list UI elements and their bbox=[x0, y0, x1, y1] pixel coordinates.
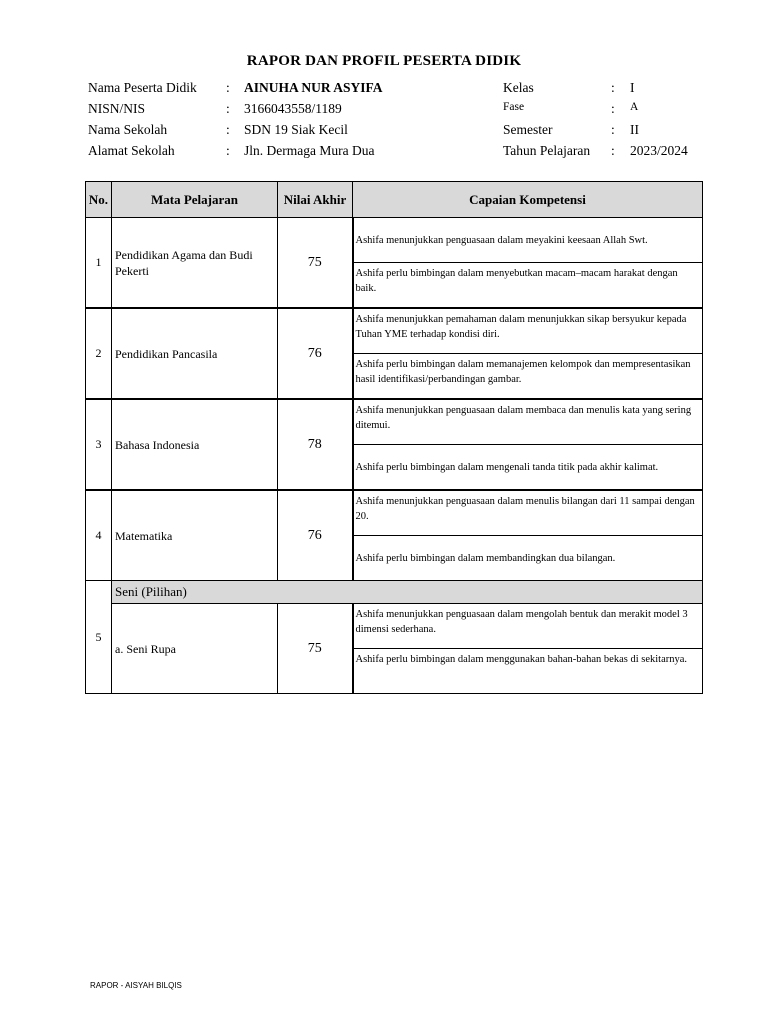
table-row bbox=[86, 218, 703, 263]
achievement-text: Ashifa perlu bimbingan dalam memanajemen kelompok dan mempresentasikan hasil identifikasi/perbandingan gambar. bbox=[353, 354, 703, 400]
year-label: Tahun Pelajaran bbox=[503, 143, 591, 158]
row-number: 2 bbox=[86, 308, 112, 399]
phase-label: Fase bbox=[503, 101, 525, 113]
subject-name: Matematika bbox=[112, 490, 278, 581]
year-value: 2023/2024 bbox=[630, 143, 688, 158]
colon: : bbox=[611, 143, 615, 158]
achievement-text: Ashifa menunjukkan pemahaman dalam menunjukkan sikap bersyukur kepada Tuhan YME terhadap kondisi diri. bbox=[353, 308, 703, 354]
class-value: I bbox=[630, 80, 635, 95]
achievement-text: Ashifa menunjukkan penguasaan dalam membaca dan menulis kata yang sering ditemui. bbox=[353, 399, 703, 445]
colon: : bbox=[226, 101, 230, 116]
subject-name: Bahasa Indonesia bbox=[112, 399, 278, 490]
table-row bbox=[86, 490, 703, 536]
grades-table bbox=[85, 181, 703, 694]
final-score: 76 bbox=[278, 308, 353, 399]
colon: : bbox=[226, 143, 230, 158]
header-score: Nilai Akhir bbox=[278, 182, 353, 218]
colon: : bbox=[226, 122, 230, 137]
final-score: 75 bbox=[278, 604, 353, 694]
phase-value: A bbox=[630, 101, 639, 113]
nisn-label: NISN/NIS bbox=[88, 101, 146, 116]
page-title: RAPOR DAN PROFIL PESERTA DIDIK bbox=[246, 53, 522, 69]
subject-name: Pendidikan Pancasila bbox=[112, 308, 278, 399]
name-label: Nama Peserta Didik bbox=[88, 80, 197, 95]
table-row bbox=[86, 308, 703, 354]
subject-name: Pendidikan Agama dan Budi Pekerti bbox=[112, 218, 278, 309]
semester-label: Semester bbox=[503, 122, 553, 137]
school-name: SDN 19 Siak Kecil bbox=[244, 122, 348, 137]
header-achievement: Capaian Kompetensi bbox=[353, 182, 703, 218]
row-number: 3 bbox=[86, 399, 112, 490]
final-score: 76 bbox=[278, 490, 353, 581]
header-no: No. bbox=[86, 182, 112, 218]
achievement-text: Ashifa menunjukkan penguasaan dalam mengolah bentuk dan merakit model 3 dimensi sederhana. bbox=[353, 604, 703, 649]
colon: : bbox=[611, 122, 615, 137]
class-label: Kelas bbox=[503, 80, 534, 95]
address-label: Alamat Sekolah bbox=[88, 143, 175, 158]
table-row bbox=[86, 604, 703, 649]
section-heading: Seni (Pilihan) bbox=[112, 581, 703, 604]
final-score: 78 bbox=[278, 399, 353, 490]
school-label: Nama Sekolah bbox=[88, 122, 168, 137]
achievement-text: Ashifa menunjukkan penguasaan dalam menulis bilangan dari 11 sampai dengan 20. bbox=[353, 490, 703, 536]
colon: : bbox=[611, 101, 615, 116]
row-number: 1 bbox=[86, 218, 112, 309]
semester-value: II bbox=[630, 122, 639, 137]
table-row bbox=[86, 399, 703, 445]
table-row bbox=[86, 581, 703, 604]
row-number: 4 bbox=[86, 490, 112, 581]
colon: : bbox=[226, 80, 230, 95]
school-address: Jln. Dermaga Mura Dua bbox=[244, 143, 375, 158]
achievement-text: Ashifa menunjukkan penguasaan dalam meyakini keesaan Allah Swt. bbox=[353, 218, 703, 263]
student-name: AINUHA NUR ASYIFA bbox=[244, 80, 383, 95]
achievement-text: Ashifa perlu bimbingan dalam mengenali tanda titik pada akhir kalimat. bbox=[353, 445, 703, 491]
header-subject: Mata Pelajaran bbox=[112, 182, 278, 218]
achievement-text: Ashifa perlu bimbingan dalam membandingkan dua bilangan. bbox=[353, 536, 703, 581]
achievement-text: Ashifa perlu bimbingan dalam menyebutkan macam–macam harakat dengan baik. bbox=[353, 263, 703, 309]
final-score: 75 bbox=[278, 218, 353, 309]
page-footer: RAPOR - AISYAH BILQIS bbox=[90, 981, 182, 990]
table-header-row bbox=[86, 182, 703, 218]
student-nisn: 3166043558/1189 bbox=[244, 101, 342, 116]
colon: : bbox=[611, 80, 615, 95]
subject-name: a. Seni Rupa bbox=[112, 604, 278, 694]
row-number: 5 bbox=[86, 581, 112, 694]
achievement-text: Ashifa perlu bimbingan dalam menggunakan bahan-bahan bekas di sekitarnya. bbox=[353, 649, 703, 694]
